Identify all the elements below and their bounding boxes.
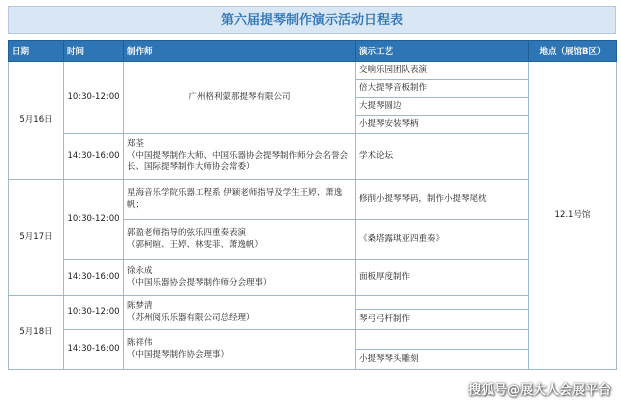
craft-cell: 小提琴琴头雕刻: [356, 350, 529, 370]
time-cell: 10:30-12:00: [64, 296, 124, 330]
craft-cell: 小提琴安装琴柄: [356, 116, 529, 134]
header-maker: 制作师: [124, 41, 356, 62]
page-title: 第六届提琴制作演示活动日程表: [8, 6, 616, 34]
maker-cell: 陈祥伟 （中国提琴制作协会理事）: [124, 330, 356, 370]
table-row: [9, 180, 617, 220]
maker-cell: 郑荃 （中国提琴制作大师、中国乐器协会提琴制作师分会名誉会长、国际提琴制作大师协会常委）: [124, 134, 356, 180]
craft-cell: 琴弓弓杆制作: [356, 310, 529, 330]
header-date: 日期: [9, 41, 64, 62]
date-cell: 5月18日: [9, 296, 64, 370]
maker-cell: 徐永成 （中国乐器协会提琴制作师分会理事）: [124, 260, 356, 296]
craft-cell: 学术论坛: [356, 134, 529, 180]
table-row: [9, 260, 617, 296]
craft-cell: 大提琴圆边: [356, 98, 529, 116]
venue-cell: 12.1号馆: [529, 62, 617, 370]
time-cell: 14:30-16:00: [64, 330, 124, 370]
schedule-table: [8, 40, 617, 370]
maker-cell: 郭盈老师指导的弦乐四重奏表演 （郭柯暄、王婷、林雯菲、萧逸帆）: [124, 220, 356, 260]
craft-cell: 倍大提琴音板制作: [356, 80, 529, 98]
date-cell: 5月16日: [9, 62, 64, 180]
header-venue: 地点（展馆B区）: [529, 41, 617, 62]
time-cell: 14:30-16:00: [64, 134, 124, 180]
craft-cell: 面板厚度制作: [356, 260, 529, 296]
maker-cell: 陈梦清 （苏州阅乐乐器有限公司总经理）: [124, 296, 356, 330]
table-row: [9, 134, 617, 180]
table-row: [9, 330, 617, 350]
time-cell: 10:30-12:00: [64, 62, 124, 134]
watermark: 搜狐号@展大人会展平台: [467, 383, 611, 398]
header-time: 时间: [64, 41, 124, 62]
table-row: [9, 296, 617, 310]
maker-cell: 广州格利蒙那提琴有限公司: [124, 62, 356, 134]
time-cell: 14:30-16:00: [64, 260, 124, 296]
table-row: [9, 62, 617, 80]
maker-cell: 星海音乐学院乐器工程系 伊颖老师指导及学生王婷、萧逸帆；: [124, 180, 356, 220]
header-craft: 演示工艺: [356, 41, 529, 62]
craft-cell: 《桑塔露琪亚四重奏》: [356, 220, 529, 260]
craft-cell: 交响乐园团队表演: [356, 62, 529, 80]
craft-cell: 修削小提琴琴码，制作小提琴尾枕: [356, 180, 529, 220]
craft-cell: [356, 330, 529, 350]
header-row: [9, 41, 617, 62]
date-cell: 5月17日: [9, 180, 64, 296]
craft-cell: [356, 296, 529, 310]
time-cell: 10:30-12:00: [64, 180, 124, 260]
